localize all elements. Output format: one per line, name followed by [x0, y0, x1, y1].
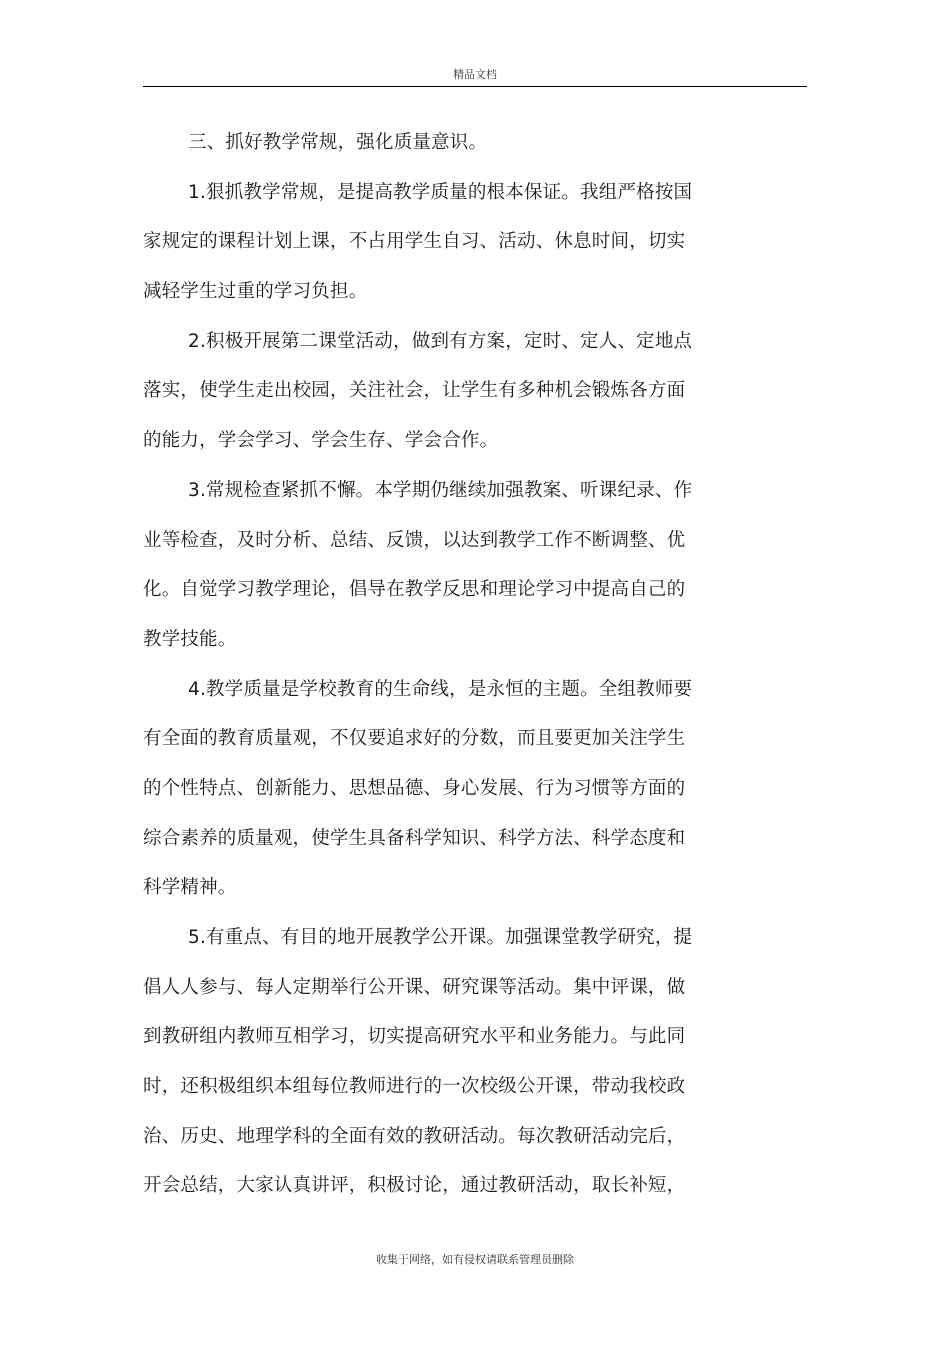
paragraph-line: 倡人人参与、每人定期举行公开课、研究课等活动。集中评课，做 — [143, 976, 686, 998]
page-header: 精品文档 — [453, 68, 497, 81]
paragraph-line: 开会总结，大家认真讲评，积极讨论，通过教研活动，取长补短， — [143, 1175, 686, 1197]
paragraph-line: 治、历史、地理学科的全面有效的教研活动。每次教研活动完后， — [143, 1125, 686, 1147]
document-body — [143, 118, 763, 1211]
paragraph-line: 教学技能。 — [143, 628, 237, 650]
paragraph-line: 3.常规检查紧抓不懈。本学期仍继续加强教案、听课纪录、作 — [188, 479, 693, 501]
header-divider — [143, 86, 807, 87]
paragraph-line: 业等检查，及时分析、总结、反馈，以达到教学工作不断调整、优 — [143, 529, 686, 551]
paragraph-line: 的个性特点、创新能力、思想品德、身心发展、行为习惯等方面的 — [143, 777, 686, 799]
paragraph-line: 到教研组内教师互相学习，切实提高研究水平和业务能力。与此同 — [143, 1026, 686, 1048]
paragraph-line: 综合素养的质量观，使学生具备科学知识、科学方法、科学态度和 — [143, 827, 686, 849]
paragraph-line: 时，还积极组织本组每位教师进行的一次校级公开课，带动我校政 — [143, 1076, 686, 1098]
page-footer: 收集于网络，如有侵权请联系管理员删除 — [376, 1253, 574, 1266]
paragraph-line: 减轻学生过重的学习负担。 — [143, 281, 368, 303]
paragraph-line: 2.积极开展第二课堂活动，做到有方案，定时、定人、定地点 — [188, 330, 693, 352]
paragraph-line: 有全面的教育质量观，不仅要追求好的分数，而且要更加关注学生 — [143, 728, 686, 750]
paragraph-line: 4.教学质量是学校教育的生命线，是永恒的主题。全组教师要 — [188, 678, 693, 700]
section-heading: 三、抓好教学常规，强化质量意识。 — [188, 132, 488, 153]
paragraph-line: 化。自觉学习教学理论，倡导在教学反思和理论学习中提高自己的 — [143, 579, 686, 601]
paragraph-line: 科学精神。 — [143, 877, 237, 899]
paragraph-line: 1.狠抓教学常规，是提高教学质量的根本保证。我组严格按国 — [188, 181, 693, 203]
paragraph-line: 落实，使学生走出校园，关注社会，让学生有多种机会锻炼各方面 — [143, 380, 686, 402]
paragraph-line: 的能力，学会学习、学会生存、学会合作。 — [143, 430, 499, 452]
paragraph-line: 家规定的课程计划上课，不占用学生自习、活动、休息时间，切实 — [143, 231, 686, 253]
paragraph-line: 5.有重点、有目的地开展教学公开课。加强课堂教学研究，提 — [188, 927, 693, 948]
